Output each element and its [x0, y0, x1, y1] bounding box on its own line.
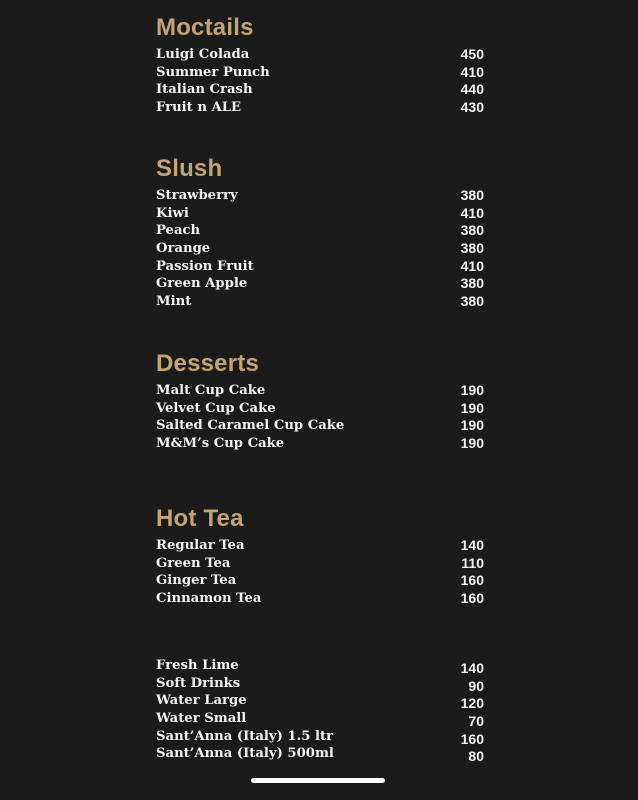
menu-list-moctails — [156, 46, 486, 117]
menu-item-name: Sant’Anna (Italy) 1.5 ltr — [156, 728, 334, 744]
menu-item-name: Mint — [156, 294, 192, 310]
menu-item-price: 190 — [460, 435, 484, 452]
menu-item-price: 110 — [461, 554, 484, 571]
menu-item-name: Peach — [156, 223, 201, 239]
menu-item — [156, 728, 486, 746]
menu-item — [156, 382, 486, 400]
menu-item-name: Fresh Lime — [156, 658, 239, 673]
menu-item — [156, 46, 486, 64]
section-title-hot-tea: Hot Tea — [156, 505, 244, 532]
menu-item-price: 190 — [460, 399, 484, 416]
menu-item-price: 80 — [468, 748, 484, 765]
menu-item — [156, 537, 486, 555]
menu-list-desserts — [156, 382, 486, 453]
section-title-desserts: Desserts — [156, 350, 260, 377]
menu-item-price: 160 — [460, 590, 484, 607]
menu-item-price: 410 — [460, 257, 484, 274]
menu-item — [156, 435, 486, 453]
menu-item-name: Water Small — [156, 711, 247, 727]
menu-item-price: 190 — [460, 417, 484, 434]
menu-list-slush — [156, 187, 486, 311]
menu-item — [156, 187, 486, 205]
menu-item-name: Summer Punch — [156, 64, 270, 80]
menu-item-name: Strawberry — [156, 188, 238, 203]
menu-item-price: 190 — [460, 382, 484, 398]
menu-item-price: 450 — [460, 46, 484, 62]
menu-item — [156, 417, 486, 435]
menu-item-price: 430 — [460, 99, 484, 116]
menu-item-price: 380 — [460, 222, 484, 239]
menu-item-price: 380 — [460, 275, 484, 292]
menu-item-price: 70 — [468, 713, 484, 730]
menu-item-name: Kiwi — [156, 205, 189, 221]
menu-item — [156, 657, 486, 675]
menu-item-price: 160 — [460, 572, 484, 589]
menu-list-hot-tea — [156, 537, 486, 608]
menu-item-name: Soft Drinks — [156, 675, 241, 691]
menu-item-price: 410 — [460, 204, 484, 221]
menu-item-name: Green Apple — [156, 276, 248, 292]
menu-item — [156, 240, 486, 258]
menu-item — [156, 710, 486, 728]
menu-item-price: 380 — [460, 240, 484, 257]
menu-item-name: Regular Tea — [156, 538, 245, 553]
menu-item — [156, 572, 486, 590]
menu-item — [156, 590, 486, 608]
menu-item — [156, 675, 486, 693]
menu-item-name: Passion Fruit — [156, 258, 254, 274]
menu-item-price: 90 — [468, 677, 484, 694]
menu-item — [156, 555, 486, 573]
menu-item-name: Italian Crash — [156, 82, 253, 98]
menu-item — [156, 275, 486, 293]
menu-item-name: M&M’s Cup Cake — [156, 436, 285, 452]
menu-item-name: Velvet Cup Cake — [156, 400, 276, 416]
menu-list-beverages — [156, 657, 486, 763]
menu-item-price: 380 — [460, 293, 484, 310]
menu-item — [156, 258, 486, 276]
menu-item-price: 160 — [460, 730, 484, 747]
menu-item-name: Water Large — [156, 693, 247, 709]
home-indicator-bar[interactable] — [251, 778, 385, 783]
menu-item — [156, 205, 486, 223]
menu-item — [156, 64, 486, 82]
menu-item-price: 440 — [460, 81, 484, 98]
section-title-slush: Slush — [156, 155, 223, 182]
menu-item-price: 380 — [460, 187, 484, 203]
menu-item-name: Luigi Colada — [156, 47, 250, 62]
menu-item-name: Salted Caramel Cup Cake — [156, 418, 345, 434]
menu-item-name: Ginger Tea — [156, 573, 237, 589]
section-title-moctails: Moctails — [156, 14, 254, 41]
menu-item-name: Malt Cup Cake — [156, 383, 266, 398]
menu-item — [156, 692, 486, 710]
menu-item-price: 140 — [460, 660, 484, 676]
menu-item — [156, 222, 486, 240]
menu-item — [156, 81, 486, 99]
menu-item-name: Orange — [156, 241, 211, 257]
menu-item-price: 410 — [460, 63, 484, 80]
menu-item — [156, 745, 486, 763]
menu-item-name: Sant’Anna (Italy) 500ml — [156, 746, 334, 762]
menu-item-name: Fruit n ALE — [156, 100, 242, 116]
menu-item — [156, 400, 486, 418]
menu-item-price: 140 — [460, 537, 484, 553]
menu-item — [156, 293, 486, 311]
menu-item-name: Green Tea — [156, 555, 231, 571]
menu-item-name: Cinnamon Tea — [156, 591, 262, 607]
menu-item-price: 120 — [460, 695, 484, 712]
menu-item — [156, 99, 486, 117]
